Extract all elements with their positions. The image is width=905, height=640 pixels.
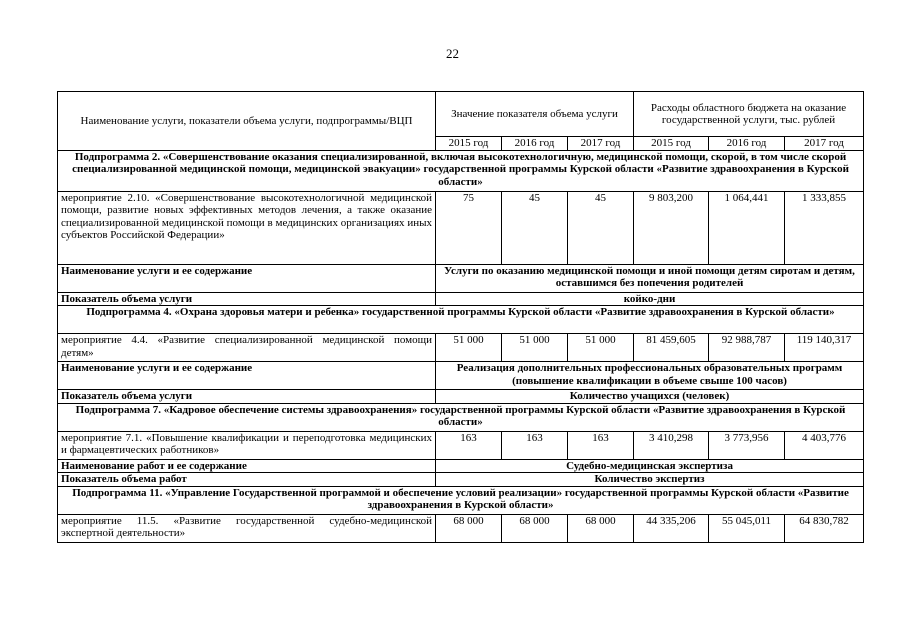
year-header: 2017 год (568, 137, 634, 151)
value-cell: 163 (568, 431, 634, 459)
service-content: Реализация дополнительных профессиональных образовательных программ (повышение квалификации в объеме свыше 100 часов) (436, 362, 864, 390)
value-cell: 1 333,855 (785, 191, 864, 264)
value-cell: 68 000 (436, 514, 502, 542)
value-cell: 81 459,605 (634, 334, 709, 362)
service-label: Наименование услуги и ее содержание (58, 362, 436, 390)
value-cell: 119 140,317 (785, 334, 864, 362)
indicator-label: Показатель объема работ (58, 473, 436, 487)
value-cell: 9 803,200 (634, 191, 709, 264)
service-label: Наименование услуги и ее содержание (58, 264, 436, 292)
header-volume-cell: Значение показателя объема услуги (436, 92, 634, 137)
subprogram-title: Подпрограмма 4. «Охрана здоровья матери и ребенка» государственной программы Курской области «Развитие здравоохранения в Курской области» (58, 306, 864, 334)
activity-cell: мероприятие 4.4. «Развитие специализированной медицинской помощи детям» (58, 334, 436, 362)
budget-table (57, 91, 864, 543)
indicator-value: Количество учащихся (человек) (436, 390, 864, 404)
page-number: 22 (446, 46, 459, 61)
activity-cell: мероприятие 2.10. «Совершенствование высокотехнологичной медицинской помощи, развитие новых эффективных методов лечения, а также оказание специализированной медицинской помощи в медицинских организациях иных субъектов Российской Федерации» (58, 191, 436, 264)
indicator-label: Показатель объема услуги (58, 292, 436, 306)
subprogram-title: Подпрограмма 2. «Совершенствование оказания специализированной, включая высокотехнологичную, медицинской помощи, скорой, в том числе скорой специализированной медицинской помощи, медицинской эвакуации» государственной программы Курской области «Развитие здравоохранения в Курской области» (58, 150, 864, 191)
value-cell: 68 000 (502, 514, 568, 542)
service-label: Наименование работ и ее содержание (58, 459, 436, 473)
service-content: Судебно-медицинская экспертиза (436, 459, 864, 473)
value-cell: 3 410,298 (634, 431, 709, 459)
value-cell: 75 (436, 191, 502, 264)
subprogram-title: Подпрограмма 7. «Кадровое обеспечение системы здравоохранения» государственной программы Курской области «Развитие здравоохранения в Курской области» (58, 403, 864, 431)
value-cell: 51 000 (436, 334, 502, 362)
indicator-value: Количество экспертиз (436, 473, 864, 487)
year-header: 2016 год (502, 137, 568, 151)
value-cell: 3 773,956 (709, 431, 785, 459)
value-cell: 68 000 (568, 514, 634, 542)
year-header: 2017 год (785, 137, 864, 151)
value-cell: 51 000 (568, 334, 634, 362)
subprogram-title: Подпрограмма 11. «Управление Государственной программой и обеспечение условий реализации» государственной программы Курской области «Развитие здравоохранения в Курской области» (58, 486, 864, 514)
value-cell: 55 045,011 (709, 514, 785, 542)
indicator-value: койко-дни (436, 292, 864, 306)
value-cell: 45 (568, 191, 634, 264)
value-cell: 51 000 (502, 334, 568, 362)
header-expenses-cell: Расходы областного бюджета на оказание государственной услуги, тыс. рублей (634, 92, 864, 137)
year-header: 2015 год (436, 137, 502, 151)
value-cell: 92 988,787 (709, 334, 785, 362)
value-cell: 1 064,441 (709, 191, 785, 264)
indicator-label: Показатель объема услуги (58, 390, 436, 404)
year-header: 2015 год (634, 137, 709, 151)
year-header: 2016 год (709, 137, 785, 151)
value-cell: 163 (436, 431, 502, 459)
activity-cell: мероприятие 7.1. «Повышение квалификации и переподготовка медицинских и фармацевтических работников» (58, 431, 436, 459)
header-name-cell: Наименование услуги, показатели объема услуги, подпрограммы/ВЦП (58, 92, 436, 151)
value-cell: 4 403,776 (785, 431, 864, 459)
activity-cell: мероприятие 11.5. «Развитие государственной судебно-медицинской экспертной деятельности» (58, 514, 436, 542)
value-cell: 64 830,782 (785, 514, 864, 542)
value-cell: 45 (502, 191, 568, 264)
service-content: Услуги по оказанию медицинской помощи и иной помощи детям сиротам и детям, оставшимся без попечения родителей (436, 264, 864, 292)
value-cell: 44 335,206 (634, 514, 709, 542)
value-cell: 163 (502, 431, 568, 459)
